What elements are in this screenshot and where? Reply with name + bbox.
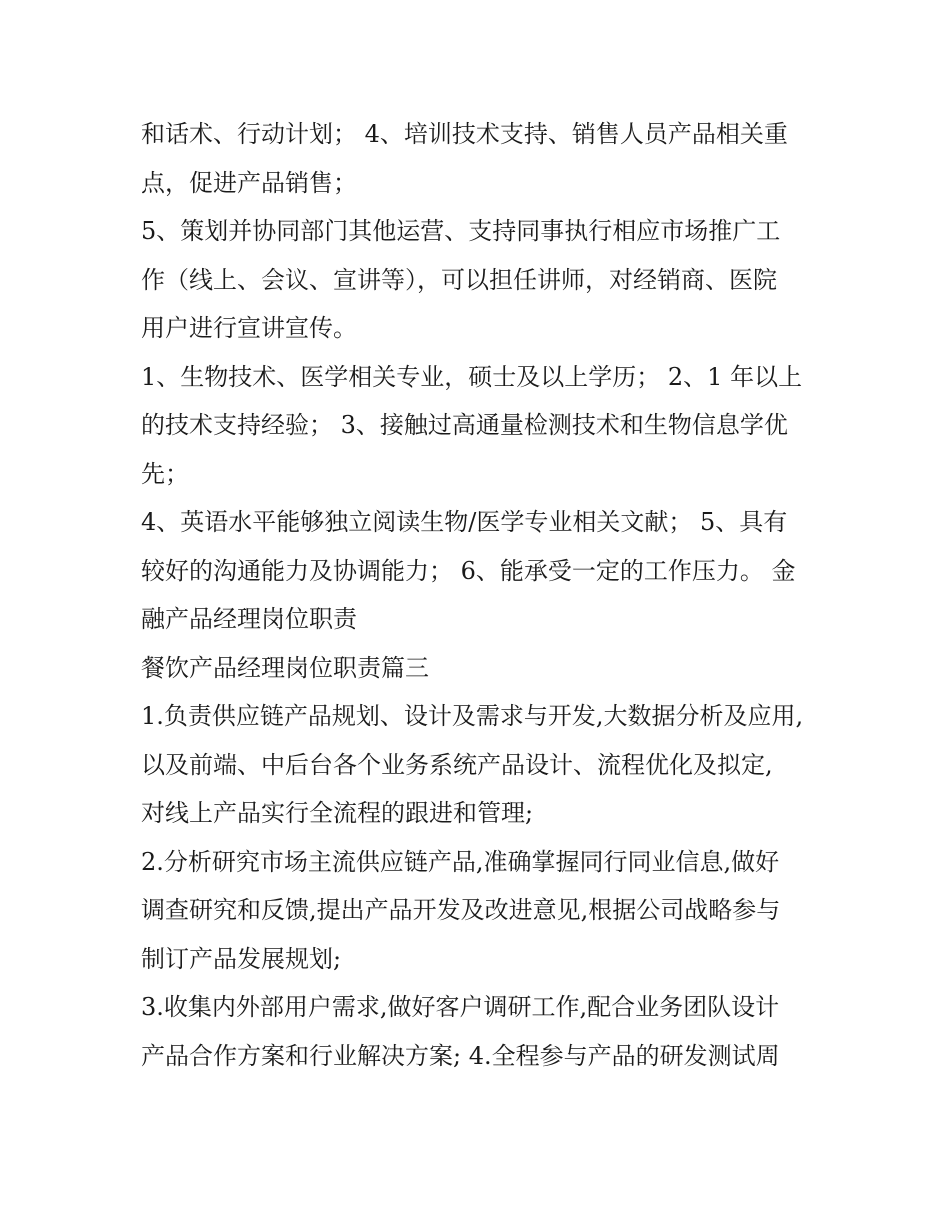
text-line: 制订产品发展规划; (141, 944, 342, 973)
text-line: 以及前端、中后台各个业务系统产品设计、流程优化及拟定, (141, 750, 773, 779)
text-line: 用户进行宣讲宣传。 (141, 314, 357, 342)
text-line: 作（线上、会议、宣讲等），可以担任讲师，对经销商、医院 (141, 265, 777, 294)
text-line: 1.负责供应链产品规划、设计及需求与开发,大数据分析及应用, (141, 702, 804, 730)
text-line: 5、策划并协同部门其他运营、支持同事执行相应市场推广工 (141, 217, 781, 245)
text-line: 较好的沟通能力及协调能力； 6、能承受一定的工作压力。 金 (141, 556, 796, 585)
text-line: 对线上产品实行全流程的跟进和管理; (141, 799, 534, 827)
text-line: 产品合作方案和行业解决方案; 4.全程参与产品的研发测试周 (141, 1041, 780, 1070)
text-line: 2.分析研究市场主流供应链产品,准确掌握同行同业信息,做好 (141, 847, 780, 876)
document-body (141, 110, 831, 1080)
text-line: 先； (141, 459, 189, 488)
text-line: 调查研究和反馈,提出产品开发及改进意见,根据公司战略参与 (141, 896, 781, 924)
text-line: 和话术、行动计划； 4、培训技术支持、销售人员产品相关重 (141, 120, 788, 148)
text-line: 3.收集内外部用户需求,做好客户调研工作,配合业务团队设计 (141, 993, 780, 1021)
text-line: 4、英语水平能够独立阅读生物/医学专业相关文献； 5、具有 (141, 508, 788, 536)
text-line: 点，促进产品销售； (141, 168, 357, 197)
text-line: 融产品经理岗位职责 (141, 605, 357, 633)
section-heading: 餐饮产品经理岗位职责篇三 (141, 653, 429, 682)
text-line: 1、生物技术、医学相关专业，硕士及以上学历； 2、1 年以上 (141, 362, 803, 391)
text-line: 的技术支持经验； 3、接触过高通量检测技术和生物信息学优 (141, 411, 788, 439)
